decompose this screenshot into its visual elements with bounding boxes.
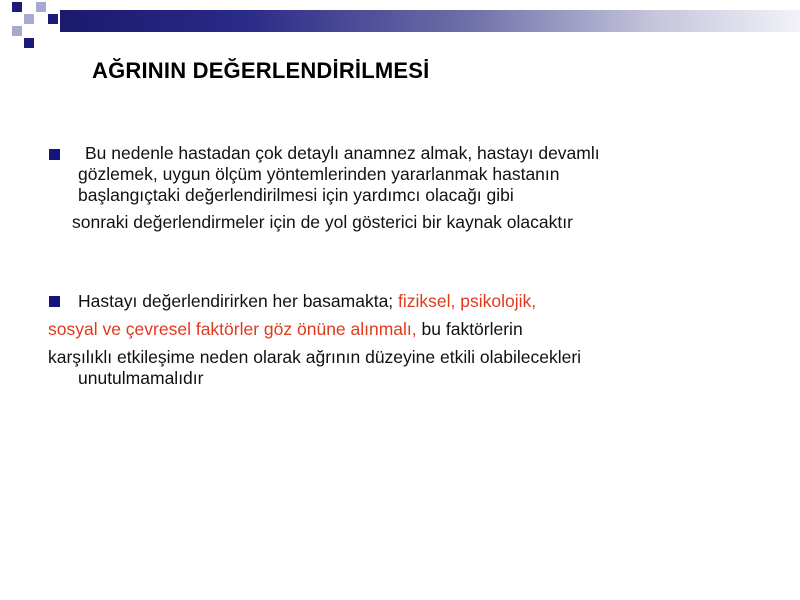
bullet1-line1: Bu nedenle hastadan çok detaylı anamnez almak, hastayı devamlı [85, 143, 600, 163]
bullet1-line3: başlangıçtaki değerlendirilmesi için yardımcı olacağı gibi [78, 185, 514, 205]
square-bullet-icon [49, 149, 60, 160]
bullet2-line1-highlight: fiziksel, psikolojik, [398, 291, 537, 311]
bullet2-line4: unutulmamalıdır [78, 368, 204, 388]
bullet2-line2-text: bu faktörlerin [421, 319, 523, 339]
slide-title: AĞRININ DEĞERLENDİRİLMESİ [92, 58, 430, 83]
bullet2-line2-highlight: sosyal ve çevresel faktörler göz önüne alınmalı, [48, 319, 422, 339]
bullet1-line2: gözlemek, uygun ölçüm yöntemlerinden yararlanmak hastanın [78, 164, 560, 184]
bullet2-line2 [48, 319, 523, 340]
bullet2-line1 [78, 291, 536, 312]
square-bullet-icon [49, 296, 60, 307]
bullet2-line1-text: Hastayı değerlendirirken her basamakta; [78, 291, 399, 311]
bullet2-line3: karşılıklı etkileşime neden olarak ağrının düzeyine etkili olabilecekleri [48, 347, 582, 367]
bullet1-line4: sonraki değerlendirmeler için de yol gösterici bir kaynak olacaktır [72, 212, 573, 232]
